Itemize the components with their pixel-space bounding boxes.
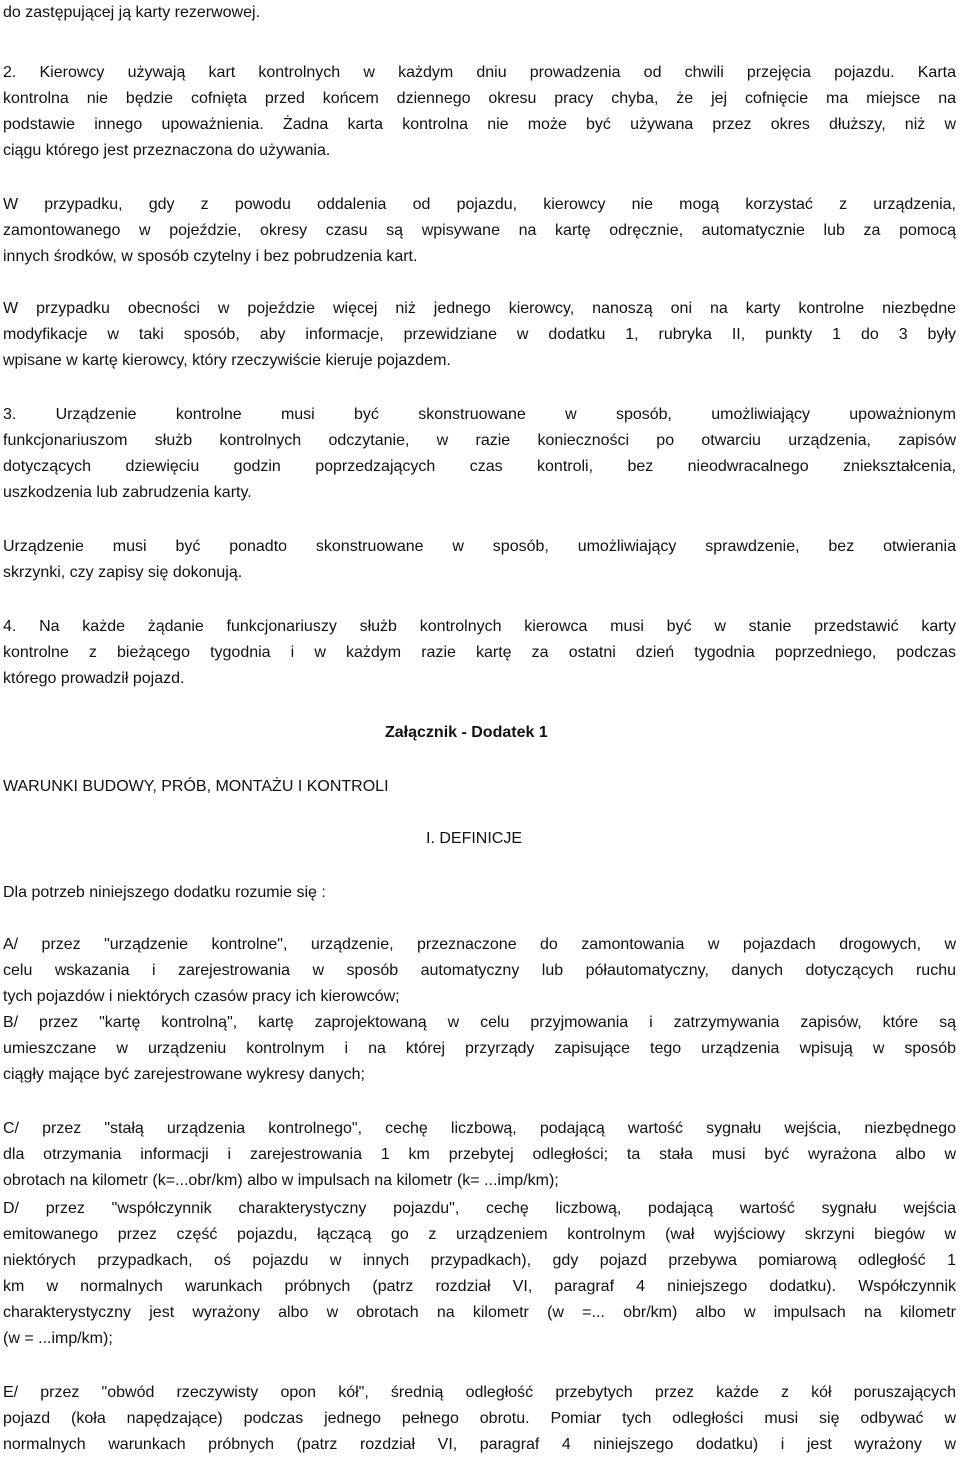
text-line: 2. Kierowcy używają kart kontrolnych w każdym dniu prowadzenia od chwili przejęcia pojazdu. Karta <box>3 64 956 81</box>
text-line: W przypadku obecności w pojeździe więcej niż jednego kierowcy, nanoszą oni na karty kontrolne niezbędne <box>3 300 956 317</box>
text-line: pojazd (koła napędzające) podczas jednego pełnego obrotu. Pomiar tych odległości musi się odbywać w <box>3 1410 956 1427</box>
text-line: niektórych przypadkach, oś pojazdu w innych przypadkach), gdy pojazd przebywa pomiarową odległość 1 <box>3 1252 956 1269</box>
text-line: do zastępującej ją karty rezerwowej. <box>3 4 261 21</box>
text-line: wpisane w kartę kierowcy, który rzeczywiście kieruje pojazdem. <box>3 352 451 369</box>
text-line: ciągły mające być zarejestrowane wykresy danych; <box>3 1066 365 1083</box>
text-line: 4. Na każde żądanie funkcjonariuszy służb kontrolnych kierowca musi być w stanie przedstawić karty <box>3 618 956 635</box>
text-line: skrzynki, czy zapisy się dokonują. <box>3 564 243 581</box>
text-line: (w = ...imp/km); <box>3 1330 113 1347</box>
text-line: którego prowadził pojazd. <box>3 670 185 687</box>
text-line: 3. Urządzenie kontrolne musi być skonstruowane w sposób, umożliwiający upoważnionym <box>3 406 956 423</box>
text-line: zamontowanego w pojeździe, okresy czasu są wpisywane na kartę odręcznie, automatycznie lub za pomocą <box>3 222 956 239</box>
text-line: D/ przez "współczynnik charakterystyczny pojazdu", cechę liczbową, podającą wartość sygnału wejścia <box>3 1200 956 1217</box>
text-line: uszkodzenia lub zabrudzenia karty. <box>3 484 252 501</box>
chapter-heading: I. DEFINICJE <box>426 830 523 847</box>
text-line: C/ przez "stałą urządzenia kontrolnego", cechę liczbową, podającą wartość sygnału wejścia, niezbędnego <box>3 1120 956 1137</box>
text-line: ciągu którego jest przeznaczona do używania. <box>3 142 331 159</box>
text-line: celu wskazania i zarejestrowania w sposób automatyczny lub półautomatyczny, danych dotyczących ruchu <box>3 962 956 979</box>
text-line: B/ przez "kartę kontrolną", kartę zaprojektowaną w celu przyjmowania i zatrzymywania zapisów, które są <box>3 1014 956 1031</box>
text-line: km w normalnych warunkach próbnych (patrz rozdział VI, paragraf 4 niniejszego dodatku). Współczynnik <box>3 1278 956 1295</box>
text-line: Dla potrzeb niniejszego dodatku rozumie się : <box>3 884 326 901</box>
section-heading: WARUNKI BUDOWY, PRÓB, MONTAŻU I KONTROLI <box>3 778 389 795</box>
annex-heading: Załącznik - Dodatek 1 <box>385 724 548 741</box>
text-line: dotyczących dziewięciu godzin poprzedzających czas kontroli, bez nieodwracalnego zniekształcenia, <box>3 458 956 475</box>
text-line: A/ przez "urządzenie kontrolne", urządzenie, przeznaczone do zamontowania w pojazdach drogowych, w <box>3 936 956 953</box>
text-line: kontrolna nie będzie cofnięta przed końcem dziennego okresu pracy chyba, że jej cofnięcie ma miejsce na <box>3 90 956 107</box>
text-line: charakterystyczny jest wyrażony albo w obrotach na kilometr (w =... obr/km) albo w impulsach na kilometr <box>3 1304 956 1321</box>
text-line: umieszczane w urządzeniu kontrolnym i na której przyrządy zapisujące tego urządzenia wpisują w sposób <box>3 1040 956 1057</box>
text-line: podstawie innego upoważnienia. Żadna karta kontrolna nie może być używana przez okres dłuższy, niż w <box>3 116 956 133</box>
text-line: tych pojazdów i niektórych czasów pracy ich kierowców; <box>3 988 400 1005</box>
text-line: E/ przez "obwód rzeczywisty opon kół", średnią odległość przebytych przez każde z kół poruszających <box>3 1384 956 1401</box>
text-line: innych środków, w sposób czytelny i bez pobrudzenia kart. <box>3 248 418 265</box>
text-line: dla otrzymania informacji i zarejestrowania 1 km przebytej odległości; ta stała musi być wyrażona albo w <box>3 1146 956 1163</box>
text-line: emitowanego przez część pojazdu, łączącą go z urządzeniem kontrolnym (wał wyjściowy skrzyni biegów w <box>3 1226 956 1243</box>
text-line: funkcjonariuszom służb kontrolnych odczytanie, w razie konieczności po otwarciu urządzenia, zapisów <box>3 432 956 449</box>
text-line: obrotach na kilometr (k=...obr/km) albo w impulsach na kilometr (k= ...imp/km); <box>3 1172 559 1189</box>
text-line: W przypadku, gdy z powodu oddalenia od pojazdu, kierowcy nie mogą korzystać z urządzenia, <box>3 196 956 213</box>
text-line: normalnych warunkach próbnych (patrz rozdział VI, paragraf 4 niniejszego dodatku) i jest wyrażony w <box>3 1436 956 1453</box>
text-line: modyfikacje w taki sposób, aby informacje, przewidziane w dodatku 1, rubryka II, punkty 1 do 3 były <box>3 326 956 343</box>
text-line: kontrolne z bieżącego tygodnia i w każdym razie kartę za ostatni dzień tygodnia poprzedniego, podczas <box>3 644 956 661</box>
text-line: Urządzenie musi być ponadto skonstruowane w sposób, umożliwiający sprawdzenie, bez otwierania <box>3 538 956 555</box>
